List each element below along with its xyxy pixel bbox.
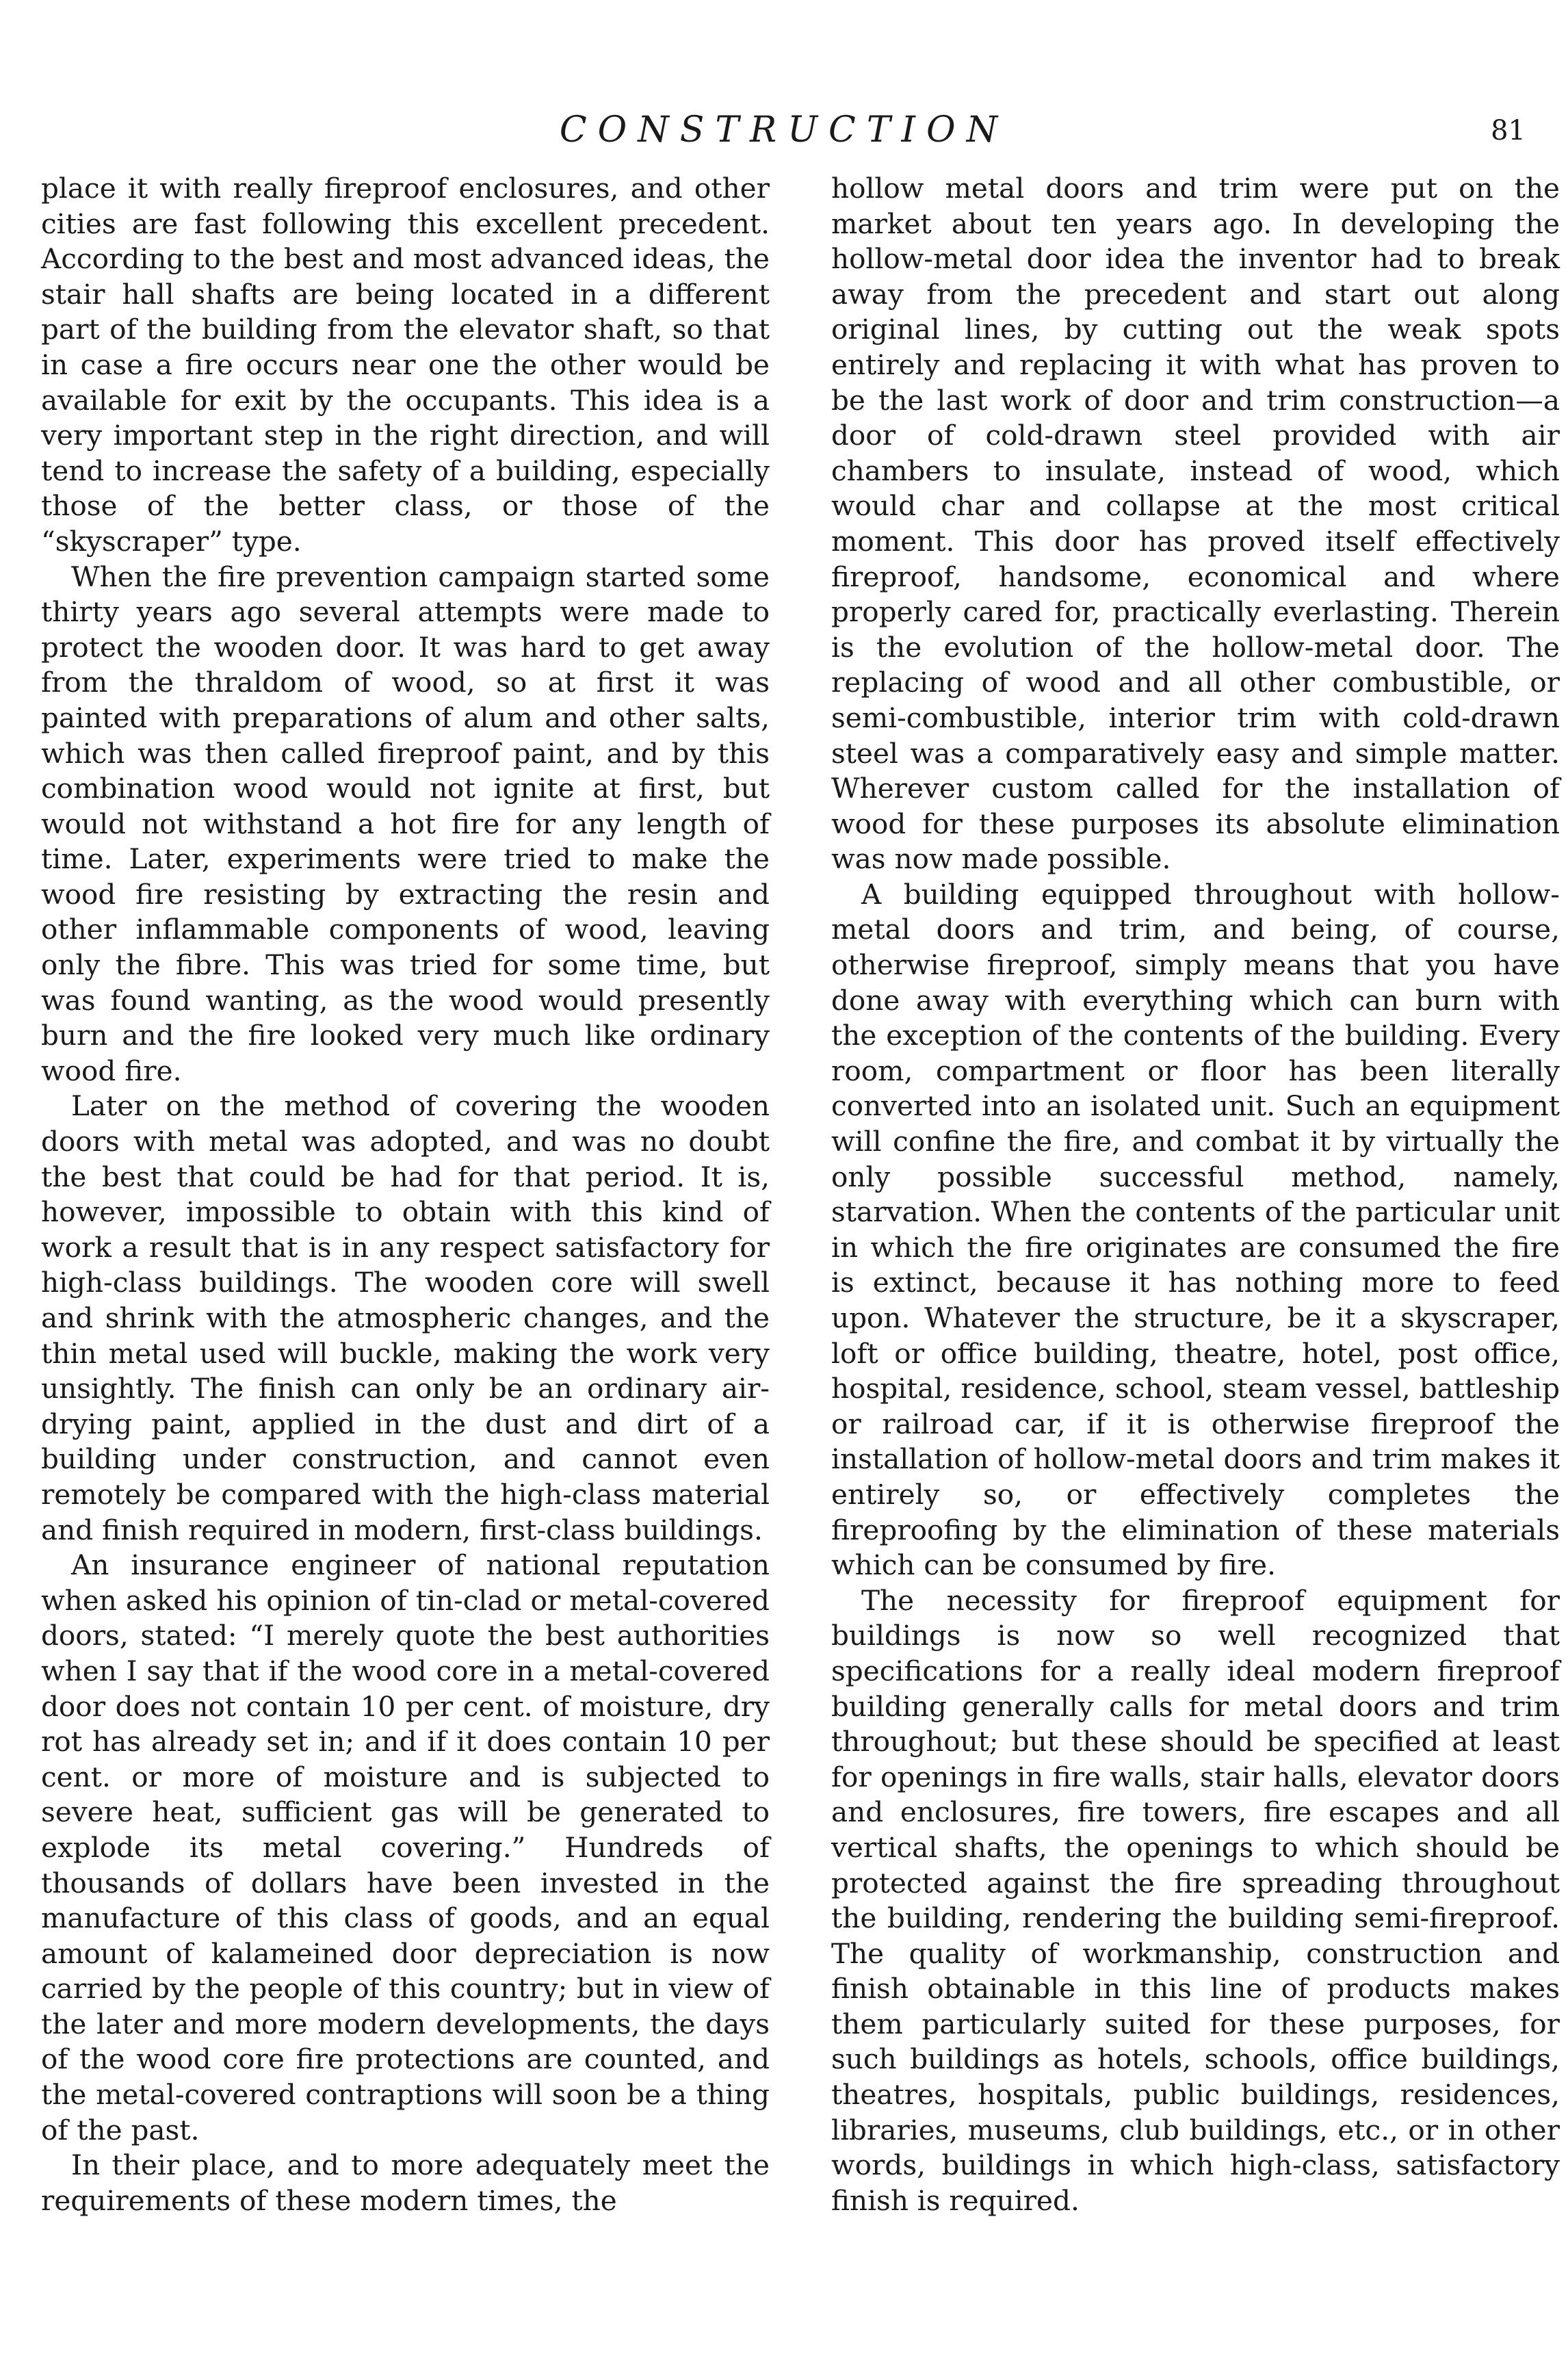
right-paragraph-1: hollow metal doors and trim were put on the market about ten years ago. In developing the hollow-metal door idea the inventor had to break away from the precedent and start out along original lines, by cutting out the weak spots entirely and replacing it with what has proven to be the last work of door and trim construction—a door of cold-drawn steel provided with air chambers to insulate, instead of wood, which would char and collapse at the most critical moment. This door has proved itself effectively fireproof, handsome, economical and where properly cared for, practically everlasting. Therein is the evolution of the hollow-metal door. The replacing of wood and all other combustible, or semi-combustible, interior trim with cold-drawn steel was a comparatively easy and simple matter. Wherever custom called for the installation of wood for these purposes its absolute elimination was now made possible.	[831, 172, 1560, 876]
left-paragraph-2: When the fire prevention campaign started some thirty years ago several attempts were made to protect the wooden door. It was hard to get away from the thraldom of wood, so at first it was painted with preparations of alum and other salts, which was then called fireproof paint, and by this combination wood would not ignite at first, but would not withstand a hot fire for any length of time. Later, experiments were tried to make the wood fire resisting by extracting the resin and other inflammable components of wood, leaving only the fibre. This was tried for some time, but was found wanting, as the wood would presently burn and the fire looked very much like ordinary wood fire.	[41, 560, 770, 1087]
page-header	[0, 103, 1568, 157]
left-paragraph-3: Later on the method of covering the wooden doors with metal was adopted, and was no doubt the best that could be had for that period. It is, however, impossible to obtain with this kind of work a result that is in any respect satisfactory for high-class buildings. The wooden core will swell and shrink with the atmospheric changes, and the thin metal used will buckle, making the work very unsightly. The finish can only be an ordinary air-drying paint, applied in the dust and dirt of a building under construction, and cannot even remotely be compared with the high-class material and finish required in modern, first-class buildings.	[41, 1089, 770, 1546]
left-paragraph-5: In their place, and to more adequately meet the requirements of these modern times, the	[41, 2149, 770, 2217]
right-paragraph-3: The necessity for fireproof equipment for buildings is now so well recognized that specifications for a really ideal modern fireproof building generally calls for metal doors and trim throughout; but these should be specified at least for openings in fire walls, stair halls, elevator doors and enclosures, fire towers, fire escapes and all vertical shafts, the openings to which should be protected against the fire spreading throughout the building, rendering the building semi-fireproof. The quality of workmanship, construction and finish obtainable in this line of products makes them particularly suited for these purposes, for such buildings as hotels, schools, office buildings, theatres, hospitals, public buildings, residences, libraries, museums, club buildings, etc., or in other words, buildings in which high-class, satisfactory finish is required.	[831, 1583, 1560, 2217]
running-head-title: CONSTRUCTION	[559, 109, 1009, 151]
page-number: 81	[1491, 115, 1526, 146]
left-column	[41, 171, 770, 2218]
right-column	[831, 171, 1560, 2218]
left-paragraph-1: place it with really fireproof enclosures, and other cities are fast following this excellent precedent. According to the best and most advanced ideas, the stair hall shafts are being located in a different part of the building from the elevator shaft, so that in case a fire occurs near one the other would be available for exit by the occupants. This idea is a very important step in the right direction, and will tend to increase the safety of a building, especially those of the better class, or those of the “skyscraper” type.	[41, 172, 770, 558]
right-paragraph-2: A building equipped throughout with hollow-metal doors and trim, and being, of course, otherwise fireproof, simply means that you have done away with everything which can burn with the exception of the contents of the building. Every room, compartment or floor has been literally converted into an isolated unit. Such an equipment will confine the fire, and combat it by virtually the only possible successful method, namely, starvation. When the contents of the particular unit in which the fire originates are consumed the fire is extinct, because it has nothing more to feed upon. Whatever the structure, be it a skyscraper, loft or office building, theatre, hotel, post office, hospital, residence, school, steam vessel, battleship or railroad car, if it is otherwise fireproof the installation of hollow-metal doors and trim makes it entirely so, or effectively completes the fireproofing by the elimination of these materials which can be consumed by fire.	[831, 877, 1560, 1582]
left-paragraph-4: An insurance engineer of national reputation when asked his opinion of tin-clad or metal-covered doors, stated: “I merely quote the best authorities when I say that if the wood core in a metal-covered door does not contain 10 per cent. of moisture, dry rot has already set in; and if it does contain 10 per cent. or more of moisture and is subjected to severe heat, sufficient gas will be generated to explode its metal covering.” Hundreds of thousands of dollars have been invested in the manufacture of this class of goods, and an equal amount of kalameined door depreciation is now carried by the people of this country; but in view of the later and more modern developments, the days of the wood core fire protections are counted, and the metal-covered contraptions will soon be a thing of the past.	[41, 1548, 770, 2146]
